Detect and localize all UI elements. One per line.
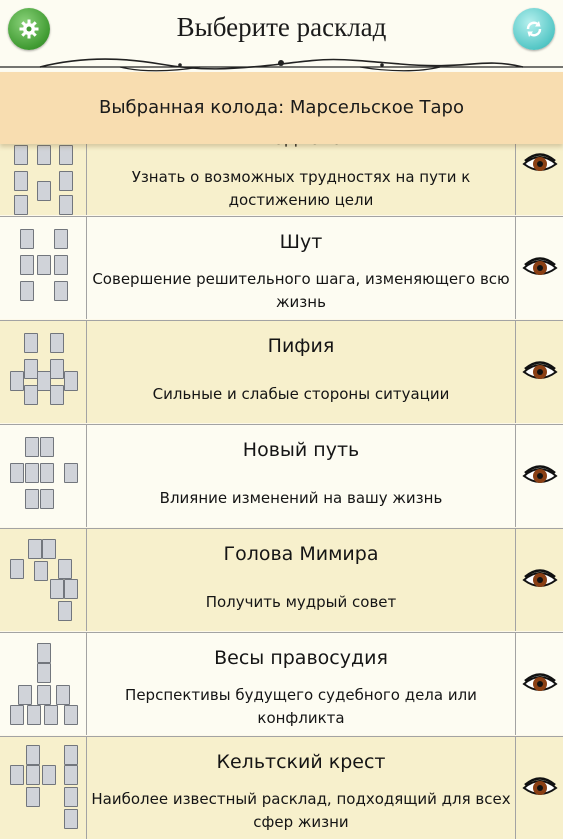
spread-thumbnail — [0, 633, 87, 735]
spread-description: Влияние изменений на вашу жизнь — [159, 489, 443, 507]
eye-icon — [522, 464, 558, 488]
card-icon — [64, 579, 78, 599]
card-icon — [10, 463, 24, 483]
spread-name: Новый путь — [242, 439, 360, 461]
spread-name: Пифия — [267, 335, 335, 357]
preview-button[interactable] — [515, 217, 563, 319]
card-icon — [37, 145, 51, 165]
spread-row-shut[interactable] — [0, 216, 563, 319]
selected-deck-label: Выбранная колода: Марсельское Таро — [98, 97, 464, 118]
spread-row-keltskiy-krest[interactable] — [0, 736, 563, 839]
card-icon — [37, 181, 51, 201]
eye-icon — [522, 360, 558, 384]
spread-description: Совершение решительного шага, изменяющего всю жизнь — [92, 270, 510, 311]
eye-icon — [522, 672, 558, 696]
spread-name: Голова Мимира — [223, 543, 379, 565]
eye-icon — [522, 256, 558, 280]
eye-icon — [522, 152, 558, 176]
app-header — [0, 0, 563, 74]
card-icon — [50, 359, 64, 379]
refresh-icon — [524, 19, 544, 39]
card-icon — [64, 745, 78, 765]
spread-name: Кельтский крест — [216, 751, 386, 773]
card-icon — [37, 663, 51, 683]
card-icon — [42, 539, 56, 559]
spread-row-vesy-pravosudiya[interactable] — [0, 632, 563, 735]
card-icon — [56, 685, 70, 705]
card-icon — [25, 463, 39, 483]
card-icon — [40, 463, 54, 483]
card-icon — [26, 765, 40, 785]
spread-name: Шут — [279, 231, 323, 253]
spread-thumbnail — [0, 217, 87, 319]
card-icon — [26, 787, 40, 807]
card-icon — [10, 371, 24, 391]
page-title: Выберите расклад — [176, 12, 387, 42]
card-icon — [64, 463, 78, 483]
refresh-button[interactable] — [513, 8, 555, 50]
card-icon — [42, 765, 56, 785]
spread-row-pifiya[interactable] — [0, 320, 563, 423]
card-icon — [50, 333, 64, 353]
card-icon — [25, 489, 39, 509]
selected-deck-bar[interactable] — [0, 72, 563, 144]
card-icon — [54, 255, 68, 275]
card-icon — [26, 745, 40, 765]
card-icon — [37, 643, 51, 663]
preview-button[interactable] — [515, 737, 563, 839]
card-icon — [18, 685, 32, 705]
card-icon — [44, 705, 58, 725]
spread-thumbnail — [0, 321, 87, 423]
spread-name: Весы правосудия — [214, 647, 388, 669]
preview-button[interactable] — [515, 425, 563, 527]
card-icon — [34, 561, 48, 581]
card-icon — [20, 281, 34, 301]
card-icon — [20, 229, 34, 249]
card-icon — [54, 229, 68, 249]
card-icon — [28, 539, 42, 559]
card-icon — [37, 255, 51, 275]
card-icon — [64, 809, 78, 829]
spread-description: Получить мудрый совет — [205, 593, 397, 611]
card-icon — [64, 787, 78, 807]
preview-button[interactable] — [515, 529, 563, 631]
spread-thumbnail — [0, 529, 87, 631]
spread-description: Узнать о возможных трудностях на пути к достижению цели — [131, 168, 471, 209]
preview-button[interactable] — [515, 321, 563, 423]
card-icon — [10, 559, 24, 579]
card-icon — [50, 385, 64, 405]
eye-icon — [522, 776, 558, 800]
card-icon — [58, 601, 72, 621]
spread-row-golova-mimira[interactable] — [0, 528, 563, 631]
card-icon — [10, 765, 24, 785]
card-icon — [37, 371, 51, 391]
eye-icon — [522, 568, 558, 592]
ornamental-divider — [0, 55, 563, 73]
card-icon — [40, 437, 54, 457]
card-icon — [40, 489, 54, 509]
card-icon — [20, 255, 34, 275]
card-icon — [14, 171, 28, 191]
card-icon — [50, 579, 64, 599]
card-icon — [59, 171, 73, 191]
card-icon — [27, 705, 41, 725]
card-icon — [37, 685, 51, 705]
card-icon — [64, 705, 78, 725]
card-icon — [64, 371, 78, 391]
preview-button[interactable] — [515, 633, 563, 735]
card-icon — [59, 145, 73, 165]
card-icon — [58, 559, 72, 579]
card-icon — [59, 195, 73, 215]
card-icon — [14, 145, 28, 165]
card-icon — [25, 437, 39, 457]
card-icon — [24, 359, 38, 379]
card-icon — [54, 281, 68, 301]
spread-description: Наиболее известный расклад, подходящий для всех сфер жизни — [91, 790, 511, 831]
card-icon — [14, 195, 28, 215]
card-icon — [10, 705, 24, 725]
spread-thumbnail — [0, 425, 87, 527]
spread-thumbnail — [0, 737, 87, 839]
card-icon — [24, 385, 38, 405]
spread-description: Сильные и слабые стороны ситуации — [152, 385, 450, 403]
card-icon — [64, 765, 78, 785]
spread-row-novyi-put[interactable] — [0, 424, 563, 527]
card-icon — [24, 333, 38, 353]
spread-description: Перспективы будущего судебного дела или конфликта — [125, 686, 477, 727]
